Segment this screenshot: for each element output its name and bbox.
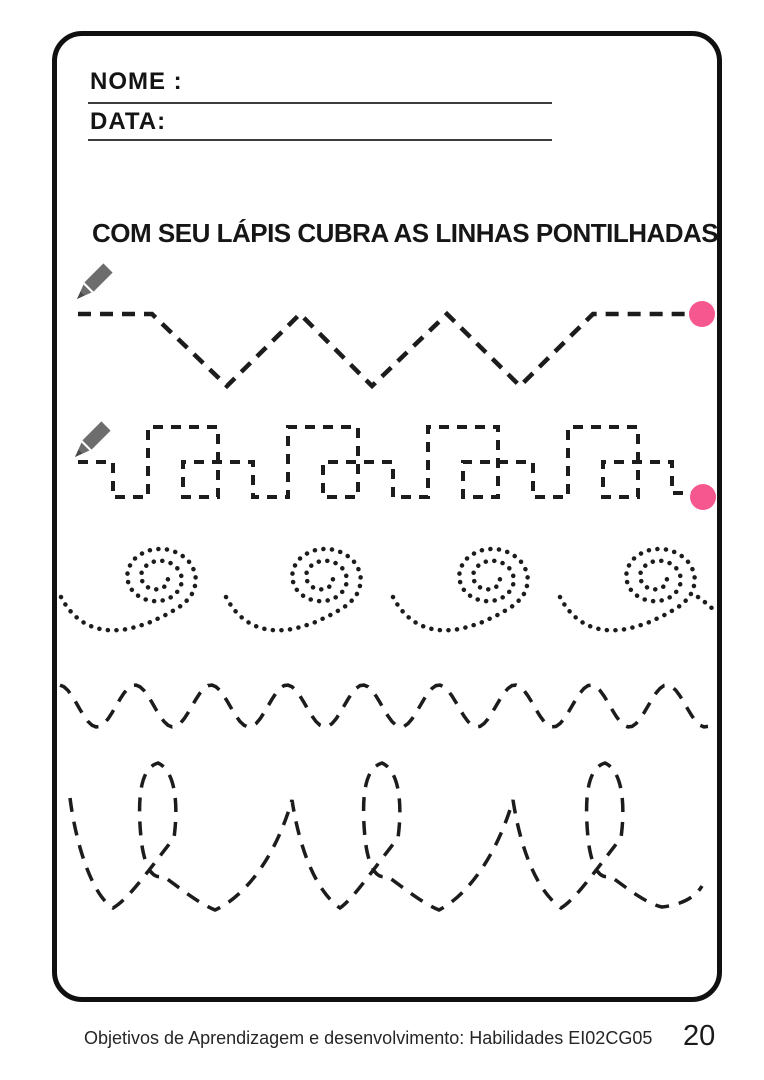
trace-zigzag-line xyxy=(78,314,696,386)
trace-wave-line xyxy=(60,685,708,727)
date-label: DATA: xyxy=(90,108,167,135)
footer-objectives-text: Objetivos de Aprendizagem e desenvolvimento: Habilidades EI02CG05 xyxy=(84,1028,653,1048)
name-label: NOME : xyxy=(90,68,183,95)
page-number: 20 xyxy=(683,1020,716,1052)
pencil-icon xyxy=(70,256,120,306)
trace-loop-line xyxy=(70,763,702,910)
pink-dot xyxy=(690,484,716,510)
trace-spiral-line xyxy=(61,549,714,631)
trace-square-wave-line xyxy=(78,427,692,497)
pencil-icon xyxy=(68,414,118,464)
pink-dot xyxy=(689,301,715,327)
worksheet-title: COM SEU LÁPIS CUBRA AS LINHAS PONTILHADAS xyxy=(92,218,719,248)
